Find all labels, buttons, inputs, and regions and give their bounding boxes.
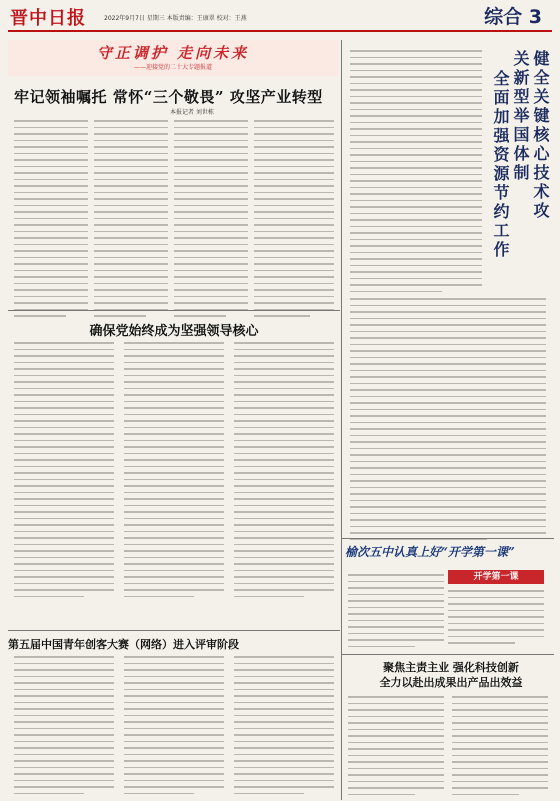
lead-body-col-1 (14, 120, 88, 322)
theme-banner (8, 40, 338, 76)
banner-title: 守正调护 走向未来 (96, 44, 250, 62)
lead-body-col-4 (254, 120, 334, 322)
science-headline-line-1: 聚焦主责主业 强化科技创新 (383, 661, 519, 674)
column-body (348, 574, 444, 652)
contest-body-col-1 (14, 656, 114, 799)
feature-body-top (350, 50, 482, 297)
issue-info: 2022年9月7日 星期三 本版责编：王康翠 校对：王燕 (104, 15, 247, 22)
section-label: 综合 3 (484, 6, 542, 28)
masthead (8, 4, 552, 32)
second-body-col-1 (14, 342, 114, 602)
second-body-col-3 (234, 342, 334, 602)
contest-body-col-3 (234, 656, 334, 799)
lead-headline: 牢记领袖嘱托 常怀“三个敬畏” 攻坚产业转型 (14, 88, 323, 106)
lead-byline: 本报记者 刘世栋 (170, 109, 214, 116)
column-body-2 (448, 590, 544, 649)
contest-body-col-2 (124, 656, 224, 799)
banner-subtitle: ——迎接党的二十大专题报道 (133, 64, 212, 71)
column-headline: 榆次五中认真上好“开学第一课” (345, 545, 515, 559)
contest-headline: 第五届中国青年创客大赛（网络）进入评审阶段 (8, 638, 239, 651)
lead-body-col-2 (94, 120, 168, 322)
column-tag: 开学第一课 (448, 570, 544, 584)
divider (8, 630, 340, 631)
newspaper-logo: 晋中日报 (10, 8, 86, 29)
science-headline-line-2: 全力以赴出成果出产品出效益 (379, 676, 523, 689)
vertical-headline-line-3: 全面加强资源节约工作 (491, 70, 510, 260)
lead-body-col-3 (174, 120, 248, 322)
vertical-headline-line-2: 关新型举国体制 (511, 50, 530, 183)
second-headline: 确保党始终成为坚强领导核心 (89, 324, 259, 339)
science-body-col-2 (452, 696, 548, 800)
science-headline (356, 660, 546, 690)
science-body-col-1 (348, 696, 444, 800)
feature-body-bottom (350, 298, 546, 545)
vertical-headline-line-1: 健全关键核心技术攻 (531, 50, 550, 221)
column-divider (341, 40, 342, 800)
feature-vertical-headline (492, 50, 552, 340)
divider (342, 654, 554, 655)
divider (342, 538, 554, 539)
second-body-col-2 (124, 342, 224, 602)
divider (8, 310, 340, 311)
